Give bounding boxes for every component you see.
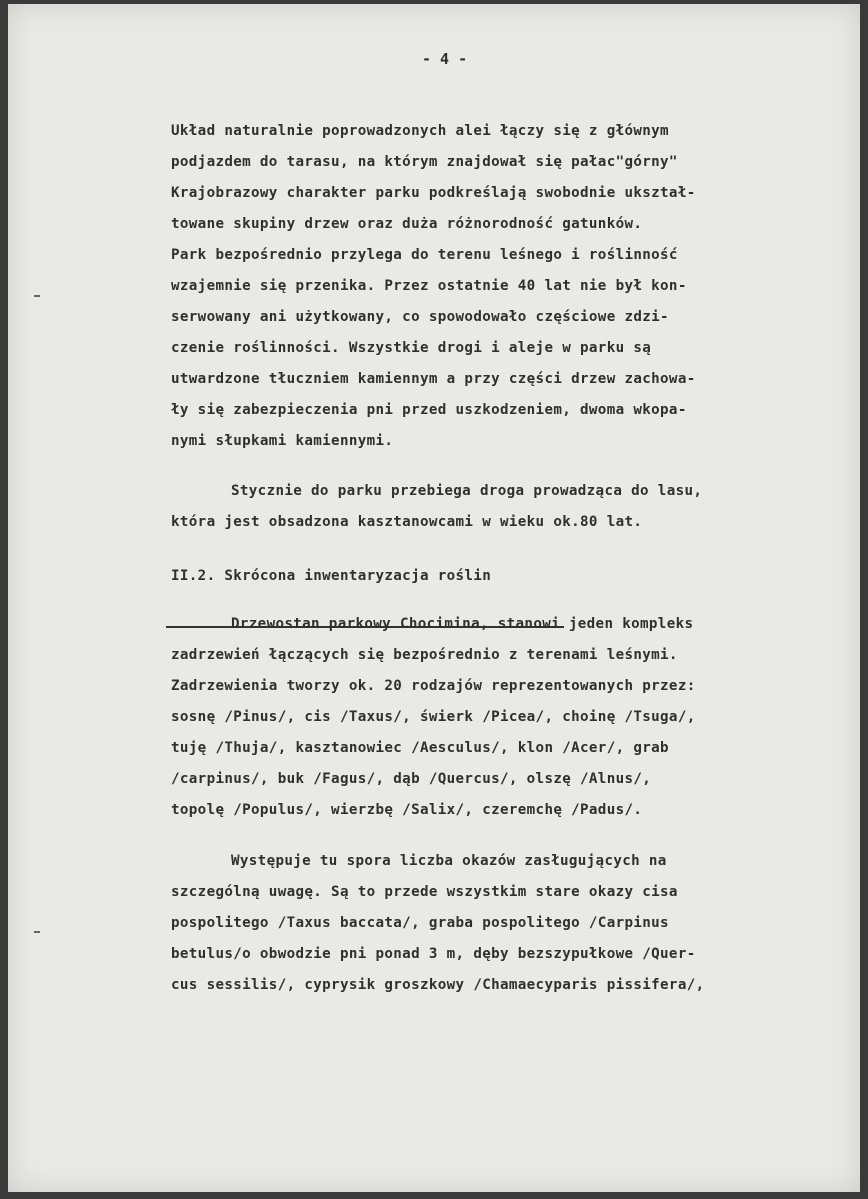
text-line: Park bezpośrednio przylega do terenu leśnego i roślinność [171, 247, 678, 263]
text-line: betulus/o obwodzie pni ponad 3 m, dęby bezszypułkowe /Quer- [171, 946, 696, 962]
margin-mark [34, 295, 40, 297]
text-line: Zadrzewienia tworzy ok. 20 rodzajów reprezentowanych przez: [171, 678, 696, 694]
section-heading: II.2. Skrócona inwentaryzacja roślin [171, 568, 492, 584]
text-line: ły się zabezpieczenia pni przed uszkodzeniem, dwoma wkopa- [171, 402, 687, 418]
text-line: nymi słupkami kamiennymi. [171, 433, 394, 449]
margin-mark [34, 931, 40, 933]
text-line: Stycznie do parku przebiega droga prowadząca do lasu, [231, 483, 703, 499]
text-line: podjazdem do tarasu, na którym znajdował się pałac"górny" [171, 154, 678, 170]
text-line: pospolitego /Taxus baccata/, graba pospolitego /Carpinus [171, 915, 669, 931]
text-line: towane skupiny drzew oraz duża różnorodność gatunków. [171, 216, 643, 232]
text-line: Drzewostan parkowy Chocimina, stanowi jeden kompleks [231, 616, 694, 632]
text-line: szczególną uwagę. Są to przede wszystkim stare okazy cisa [171, 884, 678, 900]
text-line: /carpinus/, buk /Fagus/, dąb /Quercus/, olszę /Alnus/, [171, 771, 652, 787]
text-line: zadrzewień łączących się bezpośrednio z terenami leśnymi. [171, 647, 678, 663]
text-line: która jest obsadzona kasztanowcami w wieku ok.80 lat. [171, 514, 643, 530]
text-line: sosnę /Pinus/, cis /Taxus/, świerk /Picea/, choinę /Tsuga/, [171, 709, 696, 725]
document-page [8, 4, 860, 1192]
text-line: Krajobrazowy charakter parku podkreślają swobodnie ukształ- [171, 185, 696, 201]
text-line: cus sessilis/, cyprysik groszkowy /Chamaecyparis pissifera/, [171, 977, 705, 993]
text-line: serwowany ani użytkowany, co spowodowało częściowe zdzi- [171, 309, 669, 325]
text-line: czenie roślinności. Wszystkie drogi i aleje w parku są [171, 340, 652, 356]
text-line: tuję /Thuja/, kasztanowiec /Aesculus/, klon /Acer/, grab [171, 740, 669, 756]
text-line: wzajemnie się przenika. Przez ostatnie 40 lat nie był kon- [171, 278, 687, 294]
text-line: topolę /Populus/, wierzbę /Salix/, czeremchę /Padus/. [171, 802, 643, 818]
page-number: - 4 - [422, 50, 468, 68]
text-line: utwardzone tłuczniem kamiennym a przy części drzew zachowa- [171, 371, 696, 387]
text-line: Układ naturalnie poprowadzonych alei łączy się z głównym [171, 123, 669, 139]
text-line: Występuje tu spora liczba okazów zasługujących na [231, 853, 667, 869]
